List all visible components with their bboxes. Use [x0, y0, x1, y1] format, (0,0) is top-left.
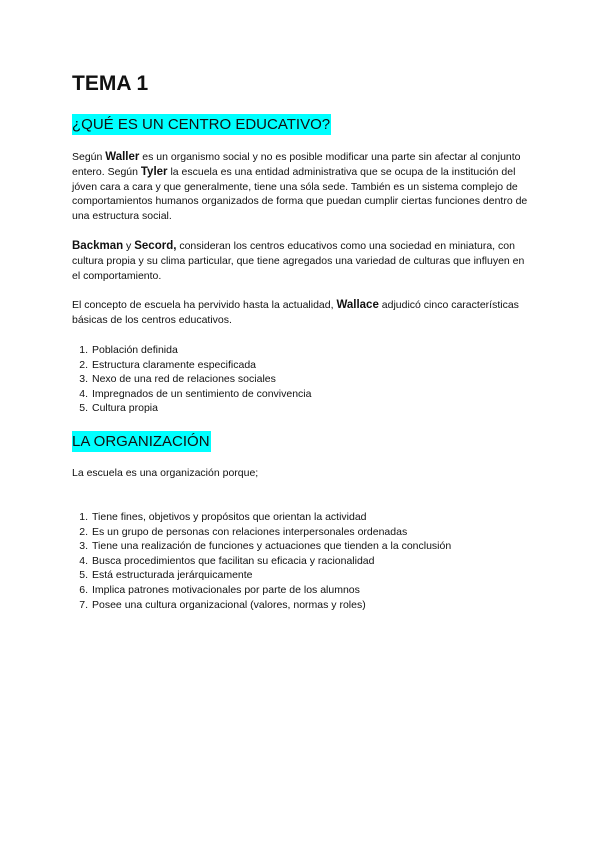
list-item: 5. Cultura propia: [79, 402, 158, 415]
author-wallace: Wallace: [336, 299, 379, 311]
section-heading-centro-educativo: ¿QUÉ ES UN CENTRO EDUCATIVO?: [72, 116, 331, 133]
list-item: 3. Nexo de una red de relaciones sociales: [79, 373, 276, 386]
list-item: 3. Tiene una realización de funciones y actuaciones que tienden a la conclusión: [79, 540, 452, 553]
list-item: 4. Busca procedimientos que facilitan su eficacia y racionalidad: [79, 554, 375, 567]
page-title: TEMA 1: [72, 72, 149, 95]
author-tyler: Tyler: [140, 165, 168, 178]
paragraph-waller-tyler: Según Waller es un organismo social y no es posible modificar una parte sin afectar al conjunto entero. Según Tyler la escuela es una entidad administrativa que se ocupa de la institución del jóven cara a cara y que generalmente, tiene una sóla sede. También es un sistema complejo de comportamientos humanos organizados de forma que puedan cumplir ciertas funciones dentro de una estructura social.: [72, 151, 528, 223]
list-item: 2. Es un grupo de personas con relaciones interpersonales ordenadas: [79, 525, 408, 538]
author-waller: Waller: [105, 151, 140, 163]
organizacion-reasons-list: [72, 510, 451, 612]
section-heading-organizacion: LA ORGANIZACIÓN: [72, 433, 210, 450]
paragraph-backman-secord: Backman y Secord, consideran los centros educativos como una sociedad en miniatura, con cultura propia y su clima particular, que tiene agregados una variedad de culturas que influyen en el comportamiento.: [72, 240, 525, 282]
list-item: 6. Implica patrones motivacionales por parte de los alumnos: [79, 583, 360, 596]
list-item: 7. Posee una cultura organizacional (valores, normas y roles): [79, 598, 366, 611]
list-item: 1. Tiene fines, objetivos y propósitos que orientan la actividad: [79, 511, 367, 523]
paragraph-organizacion-intro: La escuela es una organización porque;: [72, 467, 259, 479]
wallace-characteristics-list: [72, 343, 311, 416]
list-item: 1. Población definida: [79, 344, 178, 356]
list-item: 5. Está estructurada jerárquicamente: [79, 569, 253, 582]
author-backman: Backman: [72, 240, 124, 252]
list-item: 2. Estructura claramente especificada: [79, 358, 256, 371]
author-secord: Secord,: [134, 240, 177, 252]
list-item: 4. Impregnados de un sentimiento de convivencia: [79, 387, 312, 400]
paragraph-wallace: El concepto de escuela ha pervivido hasta la actualidad, Wallace adjudicó cinco características básicas de los centros educativos.: [72, 299, 519, 326]
